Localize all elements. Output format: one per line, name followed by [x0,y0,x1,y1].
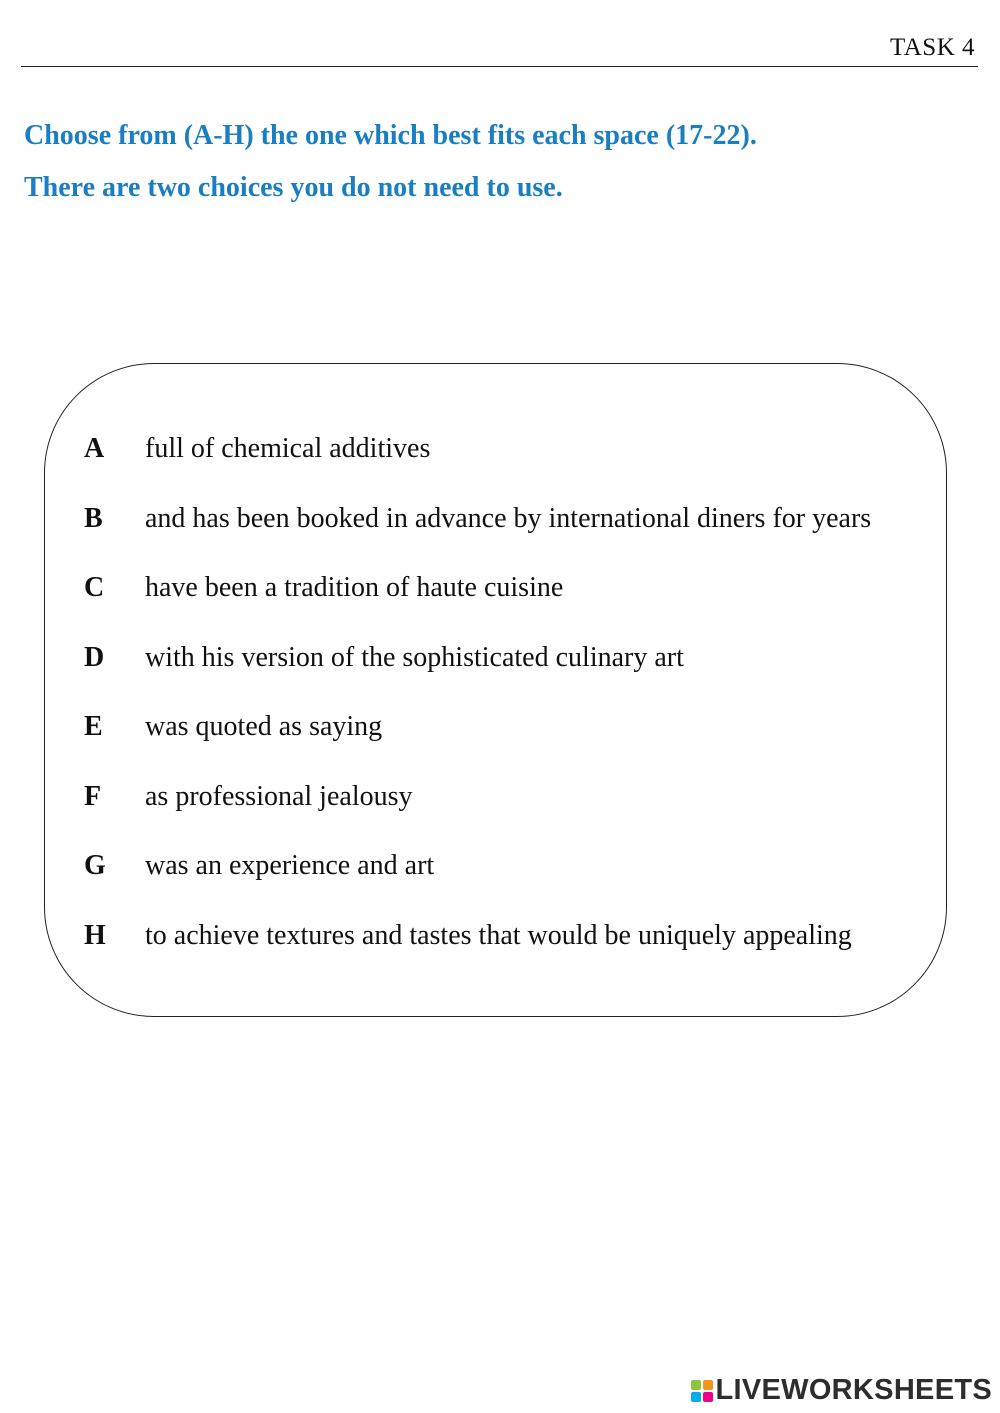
option-f [84,783,413,811]
option-text: full of chemical additives [145,433,431,464]
option-text: with his version of the sophisticated culinary art [145,642,684,673]
option-letter: G [84,850,106,881]
option-text: and has been booked in advance by international diners for years [145,503,872,534]
task-label: TASK 4 [889,34,975,61]
logo-square [703,1392,713,1402]
option-h [84,922,852,950]
option-text: as professional jealousy [145,781,413,812]
logo-square [691,1380,701,1390]
option-letter: B [84,503,103,534]
option-text: have been a tradition of haute cuisine [145,572,564,603]
option-letter: D [84,642,105,673]
option-letter: E [84,711,103,742]
header-divider [21,66,978,67]
option-e [84,713,382,741]
option-b [84,505,871,533]
brand-name: LIVEWORKSHEETS [715,1374,992,1406]
instruction-line-1: Choose from (A-H) the one which best fits each space (17-22). [24,120,757,151]
option-letter: H [84,920,106,951]
option-g [84,852,434,880]
option-a [84,435,430,463]
option-letter: A [84,433,105,464]
logo-square [703,1380,713,1390]
option-c [84,574,563,602]
option-text: was quoted as saying [145,711,383,742]
liveworksheets-brand[interactable] [691,1374,993,1407]
option-text: was an experience and art [145,850,435,881]
option-letter: C [84,572,105,603]
logo-square [691,1392,701,1402]
option-d [84,644,684,672]
option-letter: F [84,781,102,812]
instruction-line-2: There are two choices you do not need to use. [24,172,563,203]
option-text: to achieve textures and tastes that would be uniquely appealing [145,920,852,951]
liveworksheets-logo-icon [691,1380,713,1402]
